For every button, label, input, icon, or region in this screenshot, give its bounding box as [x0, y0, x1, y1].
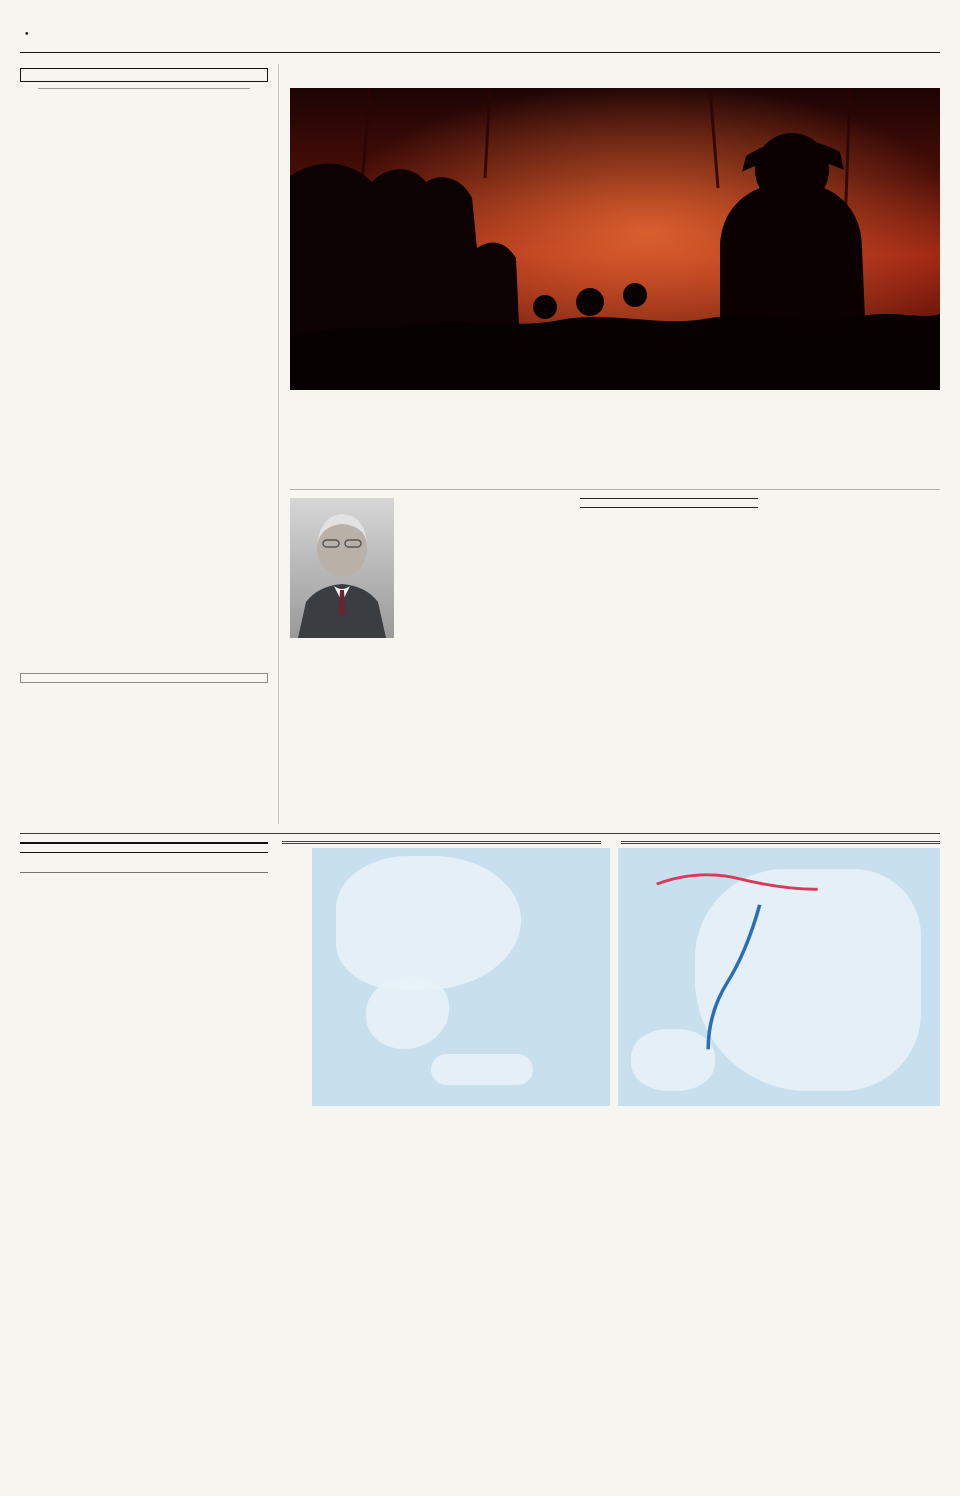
- weather-legend: [282, 883, 306, 1313]
- weather-titlebar: [282, 841, 940, 844]
- greece-map: [312, 848, 610, 1106]
- weather-tables: [286, 1274, 940, 1277]
- folio-dot: •: [25, 29, 29, 40]
- page-header: [20, 12, 940, 46]
- cartoon-art-svg: [290, 88, 940, 390]
- next-days-block: [426, 1274, 780, 1277]
- bottom-section-divider: [20, 833, 940, 834]
- crossword-clues-col2: [148, 861, 268, 865]
- kathimerina-kicker: [20, 68, 268, 82]
- weather-mid-band: [312, 1114, 940, 1266]
- weather-maps: [312, 848, 940, 1106]
- kathimerina-column: [20, 68, 268, 683]
- maskes-col3: [768, 498, 940, 828]
- cartoon-image: [290, 88, 940, 390]
- crossword-title: [20, 842, 268, 853]
- crossword-clues-col1: [20, 861, 140, 865]
- katrougalos-photo: [290, 498, 394, 638]
- crossword-solution: [20, 872, 268, 877]
- kathimerina-rule: [38, 88, 250, 89]
- cartoon-block: [290, 88, 940, 399]
- europe-map: [618, 848, 940, 1106]
- title-rule-left: [282, 841, 601, 844]
- column-rule: [278, 64, 279, 824]
- world-block: [792, 1274, 940, 1277]
- maskes-photo-column: [290, 498, 394, 828]
- crossword-clues: [20, 861, 268, 865]
- kathimerina-footer-note: [20, 673, 268, 683]
- weather-fronts: [618, 848, 940, 1106]
- header-rule: [20, 52, 940, 53]
- map-land-shape: [431, 1054, 532, 1085]
- portrait-svg: [290, 498, 394, 638]
- maskes-col1: [404, 498, 570, 828]
- kathimerina-body: [20, 99, 268, 665]
- weather-section: [282, 841, 940, 1277]
- maskes-kicker: [580, 498, 758, 508]
- analytika: [612, 1114, 940, 1266]
- maskes-col2: [580, 498, 758, 828]
- title-rule-right: [621, 841, 940, 844]
- folio: [20, 24, 34, 44]
- cartoon-article-divider: [290, 489, 940, 490]
- maskes-article: [290, 498, 940, 828]
- crossword-section: [20, 842, 268, 879]
- map-land-shape: [366, 977, 449, 1049]
- general-situation: [312, 1114, 600, 1266]
- map-land-shape: [336, 856, 521, 990]
